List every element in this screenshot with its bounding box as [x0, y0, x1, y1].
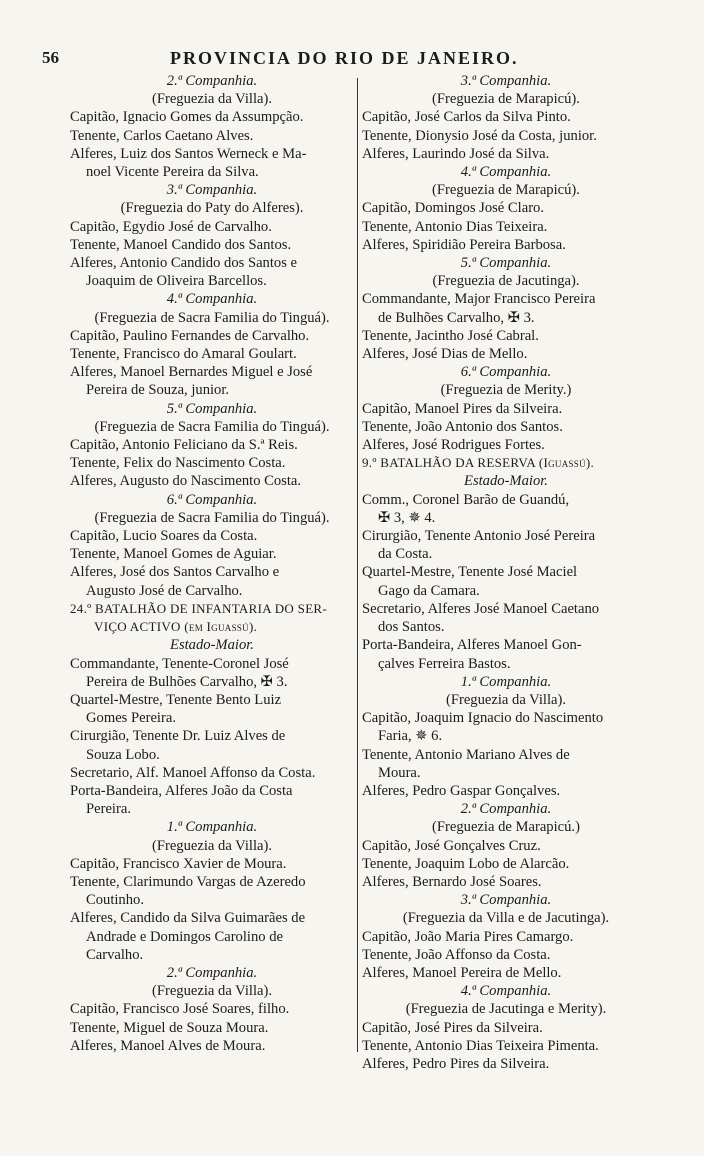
text-line: Capitão, Lucio Soares da Costa.: [70, 528, 258, 545]
company-heading: 2.ª Companhia.: [166, 964, 258, 981]
company-heading: 6.ª Companhia.: [460, 364, 552, 381]
text-line: Augusto José de Carvalho.: [86, 582, 243, 599]
section-subheading: Estado-Maior.: [170, 637, 254, 654]
text-line: Tenente, Jacintho José Cabral.: [362, 327, 539, 344]
company-heading: 1.ª Companhia.: [166, 819, 258, 836]
text-line: Tenente, Clarimundo Vargas de Azeredo: [70, 873, 306, 890]
text-line: Quartel-Mestre, Tenente Bento Luiz: [70, 691, 282, 708]
text-line: Capitão, Manoel Pires da Silveira.: [362, 400, 563, 417]
text-line: Alferes, José dos Santos Carvalho e: [70, 564, 280, 581]
column-divider: [357, 78, 358, 1052]
text-line: (Freguezia de Marapicú).: [432, 182, 580, 199]
text-line: Alferes, Bernardo José Soares.: [362, 873, 542, 890]
text-line: Cirurgião, Tenente Antonio José Pereira: [362, 528, 596, 545]
text-line: Tenente, Felix do Nascimento Costa.: [70, 455, 286, 472]
text-line: Secretario, Alferes José Manoel Caetano: [362, 600, 600, 617]
text-line: Tenente, Francisco do Amaral Goulart.: [70, 346, 297, 363]
right-column: [362, 72, 650, 1073]
text-line: Capitão, Paulino Fernandes de Carvalho.: [70, 327, 310, 344]
text-line: Alferes, Pedro Gaspar Gonçalves.: [362, 782, 561, 799]
page-header: [42, 48, 652, 72]
text-line: çalves Ferreira Bastos.: [378, 655, 511, 672]
company-heading: 3.ª Companhia.: [460, 892, 552, 909]
text-line: (Freguezia do Paty do Alferes).: [120, 200, 304, 217]
text-line: Tenente, Antonio Dias Teixeira Pimenta.: [362, 1037, 599, 1054]
text-line: (Freguezia da Villa).: [151, 983, 272, 1000]
text-line: Tenente, Miguel de Souza Moura.: [70, 1019, 269, 1036]
text-line: (Freguezia de Jacutinga).: [432, 273, 580, 290]
text-line: Pereira de Bulhões Carvalho, ✠ 3.: [86, 673, 288, 690]
company-heading: 4.ª Companhia.: [460, 983, 552, 1000]
text-line: Moura.: [378, 764, 421, 781]
text-line: Tenente, Manoel Candido dos Santos.: [70, 236, 292, 253]
text-line: Alferes, Augusto do Nascimento Costa.: [70, 473, 302, 490]
text-line: (Freguezia da Villa).: [151, 837, 272, 854]
text-line: Alferes, Laurindo José da Silva.: [362, 145, 550, 162]
section-subheading: Estado-Maior.: [464, 473, 548, 490]
text-line: Porta-Bandeira, Alferes João da Costa: [70, 782, 293, 799]
text-line: ✠ 3, ✵ 4.: [378, 509, 436, 526]
left-column: [70, 72, 354, 1055]
text-line: Capitão, José Carlos da Silva Pinto.: [362, 109, 571, 126]
text-line: Pereira.: [86, 801, 131, 818]
text-line: Gomes Pereira.: [86, 710, 176, 727]
text-line: Capitão, Ignacio Gomes da Assumpção.: [70, 109, 304, 126]
text-line: Tenente, João Affonso da Costa.: [362, 946, 551, 963]
company-heading: 4.ª Companhia.: [460, 164, 552, 181]
company-heading: 3.ª Companhia.: [166, 182, 258, 199]
text-line: (Freguezia de Sacra Familia do Tinguá).: [94, 309, 330, 326]
text-line: Gago da Camara.: [378, 582, 480, 599]
battalion-heading: VIÇO ACTIVO (em Iguassú).: [94, 619, 258, 635]
text-line: Alferes, Candido da Silva Guimarães de: [70, 910, 306, 927]
battalion-heading: 24.º BATALHÃO DE INFANTARIA DO SER-: [70, 600, 328, 616]
text-line: Alferes, José Dias de Mello.: [362, 346, 528, 363]
text-line: (Freguezia de Sacra Familia do Tinguá).: [94, 509, 330, 526]
text-line: Alferes, Manoel Pereira de Mello.: [362, 964, 562, 981]
text-line: (Freguezia de Marapicú).: [432, 91, 580, 108]
text-line: Tenente, Dionysio José da Costa, junior.: [362, 127, 597, 144]
text-line: (Freguezia de Jacutinga e Merity).: [405, 1001, 607, 1018]
company-heading: 5.ª Companhia.: [166, 400, 258, 417]
text-line: Tenente, João Antonio dos Santos.: [362, 418, 563, 435]
text-line: Alferes, Luiz dos Santos Werneck e Ma-: [70, 145, 307, 162]
text-line: da Costa.: [378, 546, 433, 563]
text-line: Alferes, Manoel Bernardes Miguel e José: [70, 364, 313, 381]
text-line: Capitão, João Maria Pires Camargo.: [362, 928, 574, 945]
text-line: Capitão, José Pires da Silveira.: [362, 1019, 543, 1036]
text-line: Capitão, José Gonçalves Cruz.: [362, 837, 541, 854]
page-title: PROVINCIA DO RIO DE JANEIRO.: [170, 48, 519, 68]
company-heading: 3.ª Companhia.: [460, 73, 552, 89]
company-heading: 1.ª Companhia.: [460, 673, 552, 690]
text-line: (Freguezia de Sacra Familia do Tinguá).: [94, 418, 330, 435]
text-line: Andrade e Domingos Carolino de: [86, 928, 283, 945]
page-number: 56: [42, 48, 59, 67]
text-line: Capitão, Francisco Xavier de Moura.: [70, 855, 287, 872]
company-heading: 2.ª Companhia.: [460, 801, 552, 818]
text-line: (Freguezia da Villa).: [151, 91, 272, 108]
text-line: de Bulhões Carvalho, ✠ 3.: [378, 309, 535, 326]
text-line: Coutinho.: [86, 892, 144, 909]
text-line: Commandante, Major Francisco Pereira: [362, 291, 596, 308]
text-line: Pereira de Souza, junior.: [86, 382, 230, 399]
text-line: Faria, ✵ 6.: [378, 728, 443, 745]
text-line: (Freguezia de Merity.): [440, 382, 572, 399]
text-line: Alferes, Manoel Alves de Moura.: [70, 1037, 266, 1054]
company-heading: 2.ª Companhia.: [166, 73, 258, 89]
text-line: Commandante, Tenente-Coronel José: [70, 655, 289, 672]
text-line: Carvalho.: [86, 946, 144, 963]
text-line: Tenente, Joaquim Lobo de Alarcão.: [362, 855, 570, 872]
text-line: Tenente, Antonio Dias Teixeira.: [362, 218, 548, 235]
text-line: Comm., Coronel Barão de Guandú,: [362, 491, 570, 508]
text-line: Capitão, Domingos José Claro.: [362, 200, 545, 217]
text-line: (Freguezia da Villa e de Jacutinga).: [402, 910, 610, 927]
text-line: dos Santos.: [378, 619, 445, 636]
text-line: Tenente, Carlos Caetano Alves.: [70, 127, 254, 144]
text-line: Porta-Bandeira, Alferes Manoel Gon-: [362, 637, 582, 654]
text-line: Tenente, Manoel Gomes de Aguiar.: [70, 546, 277, 563]
text-line: Cirurgião, Tenente Dr. Luiz Alves de: [70, 728, 286, 745]
text-line: Alferes, Spiridião Pereira Barbosa.: [362, 236, 566, 253]
text-line: Capitão, Francisco José Soares, filho.: [70, 1001, 290, 1018]
company-heading: 4.ª Companhia.: [166, 291, 258, 308]
text-line: noel Vicente Pereira da Silva.: [86, 164, 259, 181]
text-line: (Freguezia de Marapicú.): [432, 819, 580, 836]
text-line: Joaquim de Oliveira Barcellos.: [86, 273, 267, 290]
text-line: Tenente, Antonio Mariano Alves de: [362, 746, 570, 763]
text-line: Alferes, Antonio Candido dos Santos e: [70, 255, 297, 272]
text-line: Alferes, José Rodrigues Fortes.: [362, 437, 545, 454]
text-line: Souza Lobo.: [86, 746, 160, 763]
text-line: (Freguezia da Villa).: [445, 691, 566, 708]
text-line: Secretario, Alf. Manoel Affonso da Costa.: [70, 764, 316, 781]
text-line: Quartel-Mestre, Tenente José Maciel: [362, 564, 578, 581]
text-line: Capitão, Antonio Feliciano da S.ª Reis.: [70, 437, 298, 454]
company-heading: 5.ª Companhia.: [460, 255, 552, 272]
text-line: Alferes, Pedro Pires da Silveira.: [362, 1055, 550, 1072]
company-heading: 6.ª Companhia.: [166, 491, 258, 508]
text-line: Capitão, Egydio José de Carvalho.: [70, 218, 272, 235]
battalion-heading: 9.º BATALHÃO DA RESERVA (Iguassú).: [362, 455, 595, 471]
text-line: Capitão, Joaquim Ignacio do Nascimento: [362, 710, 604, 727]
